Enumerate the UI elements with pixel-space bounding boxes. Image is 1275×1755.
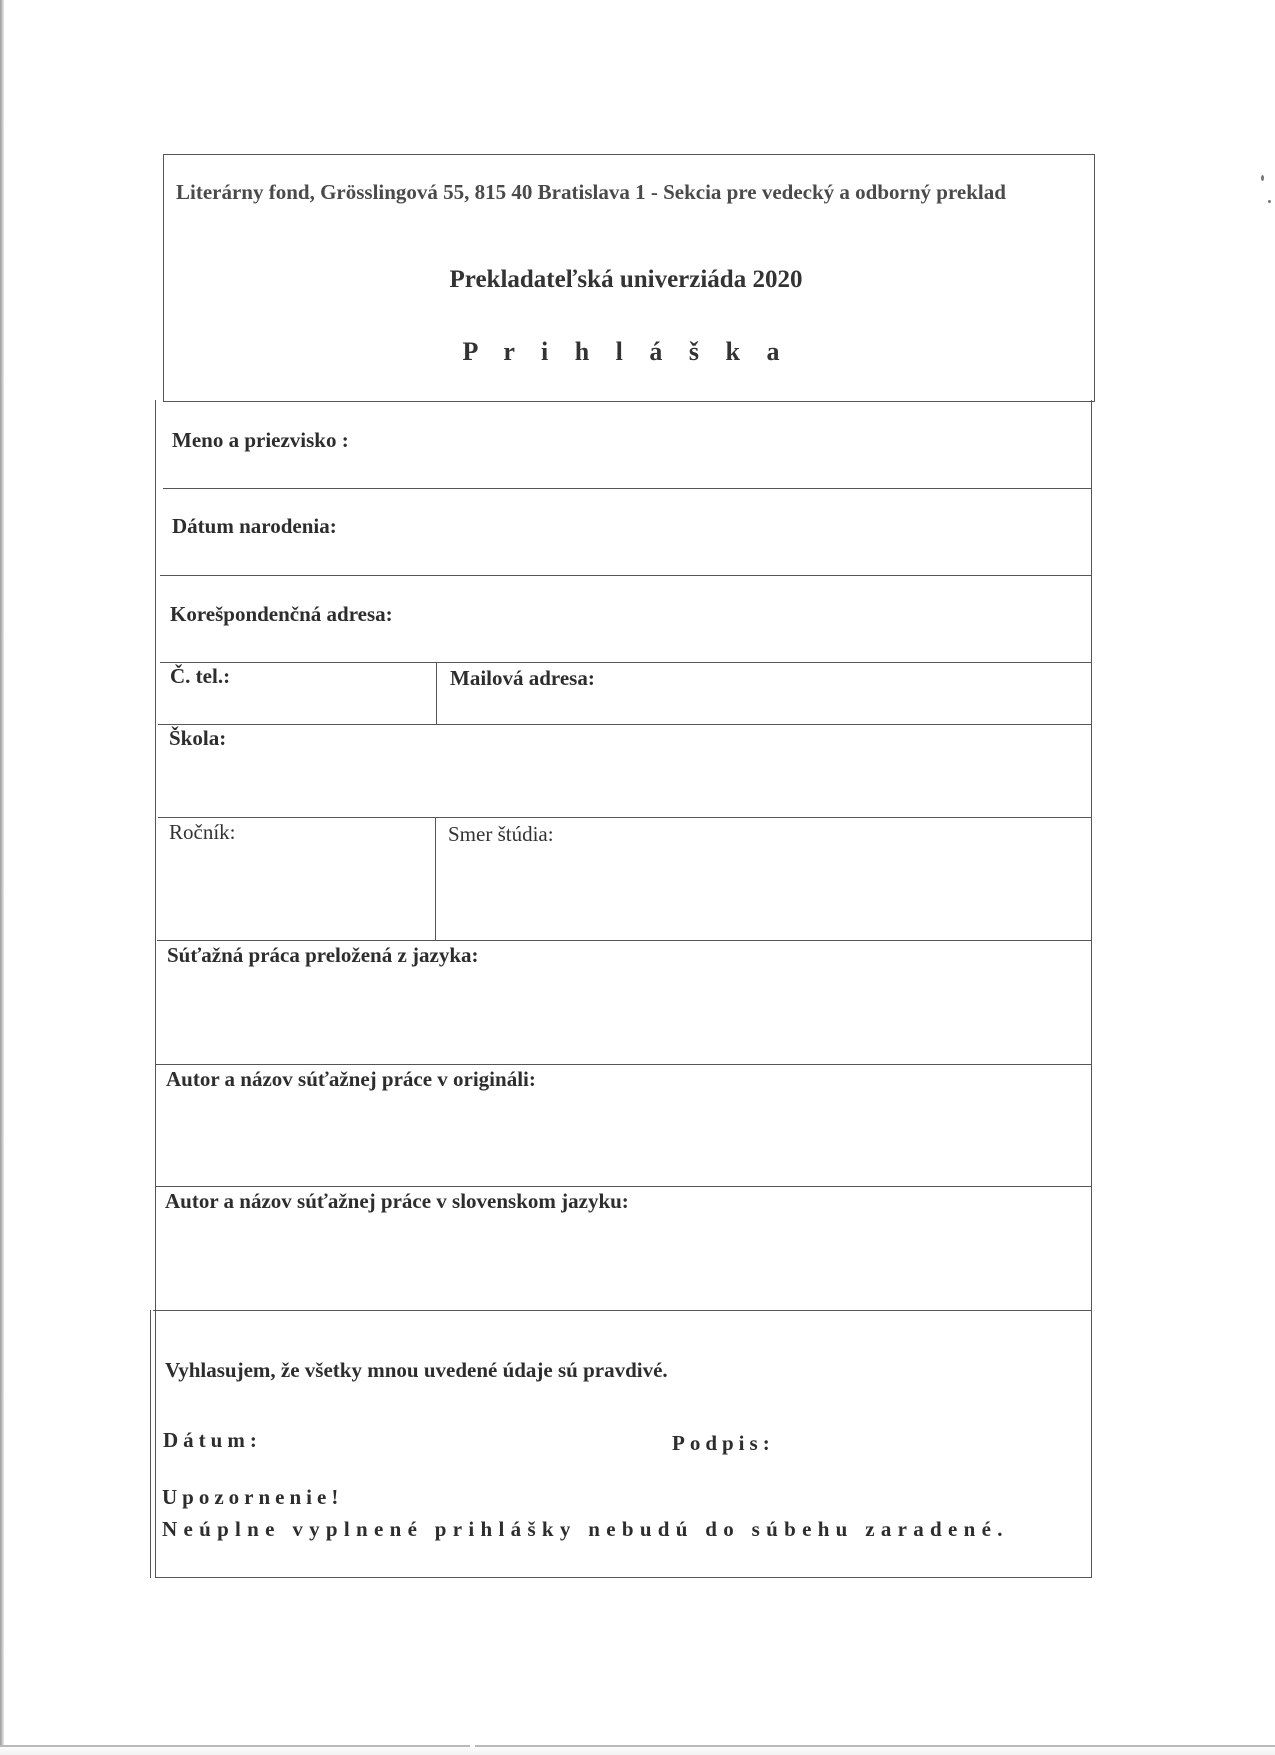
phone-label: Č. tel.:	[170, 664, 231, 688]
divider	[155, 1186, 1092, 1187]
form-title: P r i h l á š k a	[462, 337, 790, 366]
email-label: Mailová adresa:	[450, 666, 595, 690]
address-label: Korešpondenčná adresa:	[170, 602, 393, 626]
year-label: Ročník:	[169, 820, 236, 844]
notice-title: Upozornenie!	[162, 1485, 344, 1509]
notice-text: Neúplne vyplnené prihlášky nebudú do súbehu zaradené.	[162, 1517, 1009, 1541]
column-divider	[435, 817, 436, 940]
source-language-label: Súťažná práca preložená z jazyka:	[167, 943, 479, 967]
divider	[160, 662, 1092, 663]
divider	[160, 575, 1092, 576]
event-title: Prekladateľská univerziáda 2020	[449, 266, 803, 293]
slovak-work-label: Autor a názov súťažnej práce v slovenskom jazyku:	[165, 1189, 629, 1213]
divider	[158, 817, 1092, 818]
name-label: Meno a priezvisko :	[172, 428, 349, 452]
original-work-label: Autor a názov súťažnej práce v origináli:	[166, 1067, 536, 1091]
divider	[163, 488, 1092, 489]
declaration-statement: Vyhlasujem, že všetky mnou uvedené údaje sú pravdivé.	[165, 1358, 668, 1382]
birth-date-label: Dátum narodenia:	[172, 514, 337, 538]
column-divider	[436, 662, 437, 724]
divider	[158, 724, 1092, 725]
organization-address: Literárny fond, Grösslingová 55, 815 40 Bratislava 1 - Sekcia pre vedecký a odborný preklad	[176, 180, 1006, 204]
divider	[157, 940, 1092, 941]
divider	[155, 1064, 1092, 1065]
school-label: Škola:	[169, 726, 227, 750]
fields-box	[155, 400, 1092, 1578]
left-border-lower	[150, 1310, 151, 1578]
signature-label: Podpis:	[672, 1431, 775, 1455]
divider	[153, 1310, 1092, 1311]
study-field-label: Smer štúdia:	[448, 822, 554, 846]
date-label: Dátum:	[163, 1428, 262, 1452]
